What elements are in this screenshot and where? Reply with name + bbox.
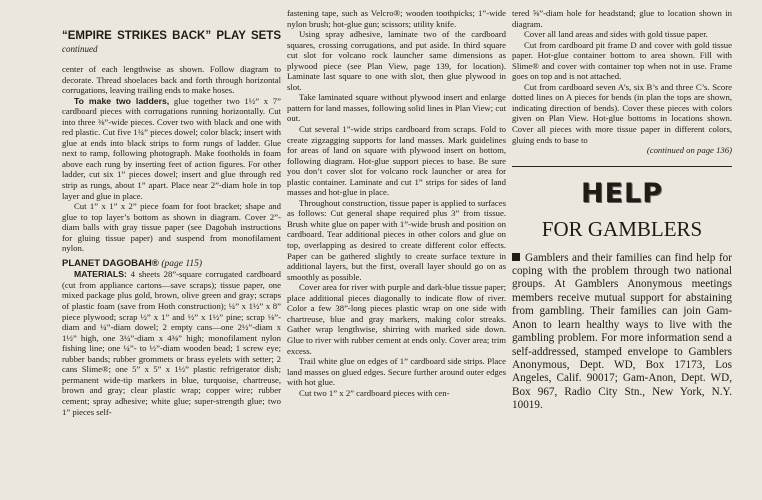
paragraph: Cover all land areas and sides with gold tissue paper. bbox=[524, 29, 708, 40]
paragraph: Cut 1” x 1” x 2” piece foam for foot bracket; shape and glue to top layer’s bottom as shown in diagram. Cover 2”-diam balls with gray tissue paper (see Dagobah instructions for gluing tissue paper) and suspend from monofilament nylon. bbox=[62, 201, 281, 254]
paragraph: Cut two 1” x 2” cardboard pieces with cen- bbox=[299, 387, 450, 398]
paragraph: To make two ladders, glue together two 1½” x 7” cardboard pieces with corrugations running horizontally. Cut into three ⅜”-wide pieces. Cover two with black and one with red plastic. Cut five 1¾” pieces dowel; color black; insert with glue at ends into black strips to form rungs of ladder. Glue next to ramp, following photograph. Make footholds in foam above each rung by inserting feet of action figures. For other ladder, cut six 1” pieces dowel; insert and glue through red strip as rungs, about 1” apart. Place near 2”-diam hole in top layer and glue in place. bbox=[62, 95, 281, 201]
paragraph: Throughout construction, tissue paper is applied to surfaces as follows: Cut general shape required plus 3” from tissue. Brush white glue on paper with 1”-wide brush and position on cardboard. Tear additional pieces in other colors and glue on top, overlapping as desired to create different color effects. Paper can be gathered slightly to create surface texture in additional layers, but the first, overall layer should go on as smoothly as possible. bbox=[287, 197, 506, 282]
paragraph: Take laminated square without plywood insert and enlarge pattern for land masses, following solid lines in Plan View; cut out. bbox=[287, 92, 506, 124]
paragraph: center of each lengthwise as shown. Follow diagram to decorate. Thread shoelaces back and forth through horizontal corrugations, leaving trailing ends to make hoses. bbox=[62, 64, 281, 96]
paragraph: Using spray adhesive, laminate two of the cardboard squares, crossing corrugations, and put aside. In third square cut slot for volcano rock launcher same dimensions as plywood piece (see Plan View, page 139, for location). Laminate last square to one with slot, then glue plywood in slot. bbox=[287, 29, 506, 92]
continued-note: (continued on page 136) bbox=[646, 145, 732, 156]
help-sidebar bbox=[512, 166, 732, 413]
square-bullet-icon bbox=[512, 253, 520, 261]
paragraph: Trail white glue on edges of 1” cardboard side strips. Place land masses on glued edges. Secure further around outer edges with hot glue. bbox=[287, 356, 506, 388]
paragraph: Cover area for river with purple and dark-blue tissue paper; place additional pieces diagonally to indicate flow of river. Color a few 38”-long pieces plastic wrap on one side with chartreuse, blue and gray markers, making color streaks. Gather wrap lengthwise, shirring with marked side down. Glue to river with rubber cement at ends only. Cover area; trim excess. bbox=[287, 282, 506, 356]
section-heading: PLANET DAGOBAH® (page 115) bbox=[62, 257, 203, 269]
paragraph: MATERIALS: 4 sheets 28”-square corrugated cardboard (cut from appliance cartons—save scraps); tissue paper, one mixed package plus gold, brown, olive green and gray; scraps of plastic foam (save from Hoth construction); ¼” x 1½” x 8” piece plywood; scrap ½” x 1” and ½” x 1½” pine; scrap ⅛”-diam and ¼”-diam dowel; 2 empty cans—one 2½”-diam x 1½” high, one 3¼”-diam x 4⅜” high; monofilament nylon fishing line; one ¼”- to ½”-diam wooden bead; 1 screw eye; rubber bands; rubber grommets or brass eyelets with setter; 2 cans Slime®; one 5” x 5” x 1½” plastic refrigerator dish; permanent wide-tip markers in blue, turquoise, chartreuse, brown and gray; clear plastic wrap; copper wire; rubber cement; spray adhesive; white glue; super-strength glue; two 1” pieces self- bbox=[62, 269, 281, 417]
paragraph: Cut several 1”-wide strips cardboard from scraps. Fold to create zigzagging supports for land masses. Mark guidelines for areas of land on square with plywood insert on bottom, following diagram. Hot-glue support pieces to base. Be sure you don’t cover slot for volcano rock launcher or area for plastic container. Laminate and cut 1” strips for sides of land masses and hot-glue in place. bbox=[287, 124, 506, 198]
paragraph: Cut from cardboard pit frame D and cover with gold tissue paper. Hot-glue container bottom to area shown. Fill with Slime® and cover with container top when not in use. Frame goes on top and is not attached. bbox=[512, 39, 732, 82]
article-heading: “EMPIRE STRIKES BACK” PLAY SETS continued bbox=[62, 30, 281, 54]
gamblers-heading: FOR GAMBLERS bbox=[541, 216, 703, 241]
column-2 bbox=[287, 0, 506, 500]
paragraph: Cut from cardboard seven A’s, six B’s and three C’s. Score dotted lines on A pieces for bends (in plan the tops are shown, indicating direction of bends). Cover these pieces with colors given on Plan View. Hot-glue bottoms in locations shown. Cover all pieces with more tissue paper in different colors, gluing ends to base to bbox=[512, 81, 732, 145]
gamblers-paragraph: Gamblers and their families can find help for coping with the problem through two national groups. At Gamblers Anonymous meetings members receive mutual support for abstaining from gambling. Their families can join Gam-Anon to learn healthy ways to live with the gambling problem. For more information send a self-addressed, stamped envelope to Gamblers Anonymous, Dept. WD, Box 17173, Los Angeles, Calif. 90017; Gam-Anon, Dept. WD, Box 967, Radio City Stn., New York, N.Y. 10019. bbox=[512, 251, 732, 412]
column-1 bbox=[62, 0, 281, 500]
paragraph: fastening tape, such as Velcro®; wooden toothpicks; 1”-wide nylon brush; hot-glue gun; scissors; utility knife. bbox=[287, 8, 506, 29]
paragraph: tered ⅝”-diam hole for headstand; glue to location shown in diagram. bbox=[512, 8, 732, 29]
help-title: HELP bbox=[580, 177, 664, 209]
column-3 bbox=[512, 0, 732, 500]
